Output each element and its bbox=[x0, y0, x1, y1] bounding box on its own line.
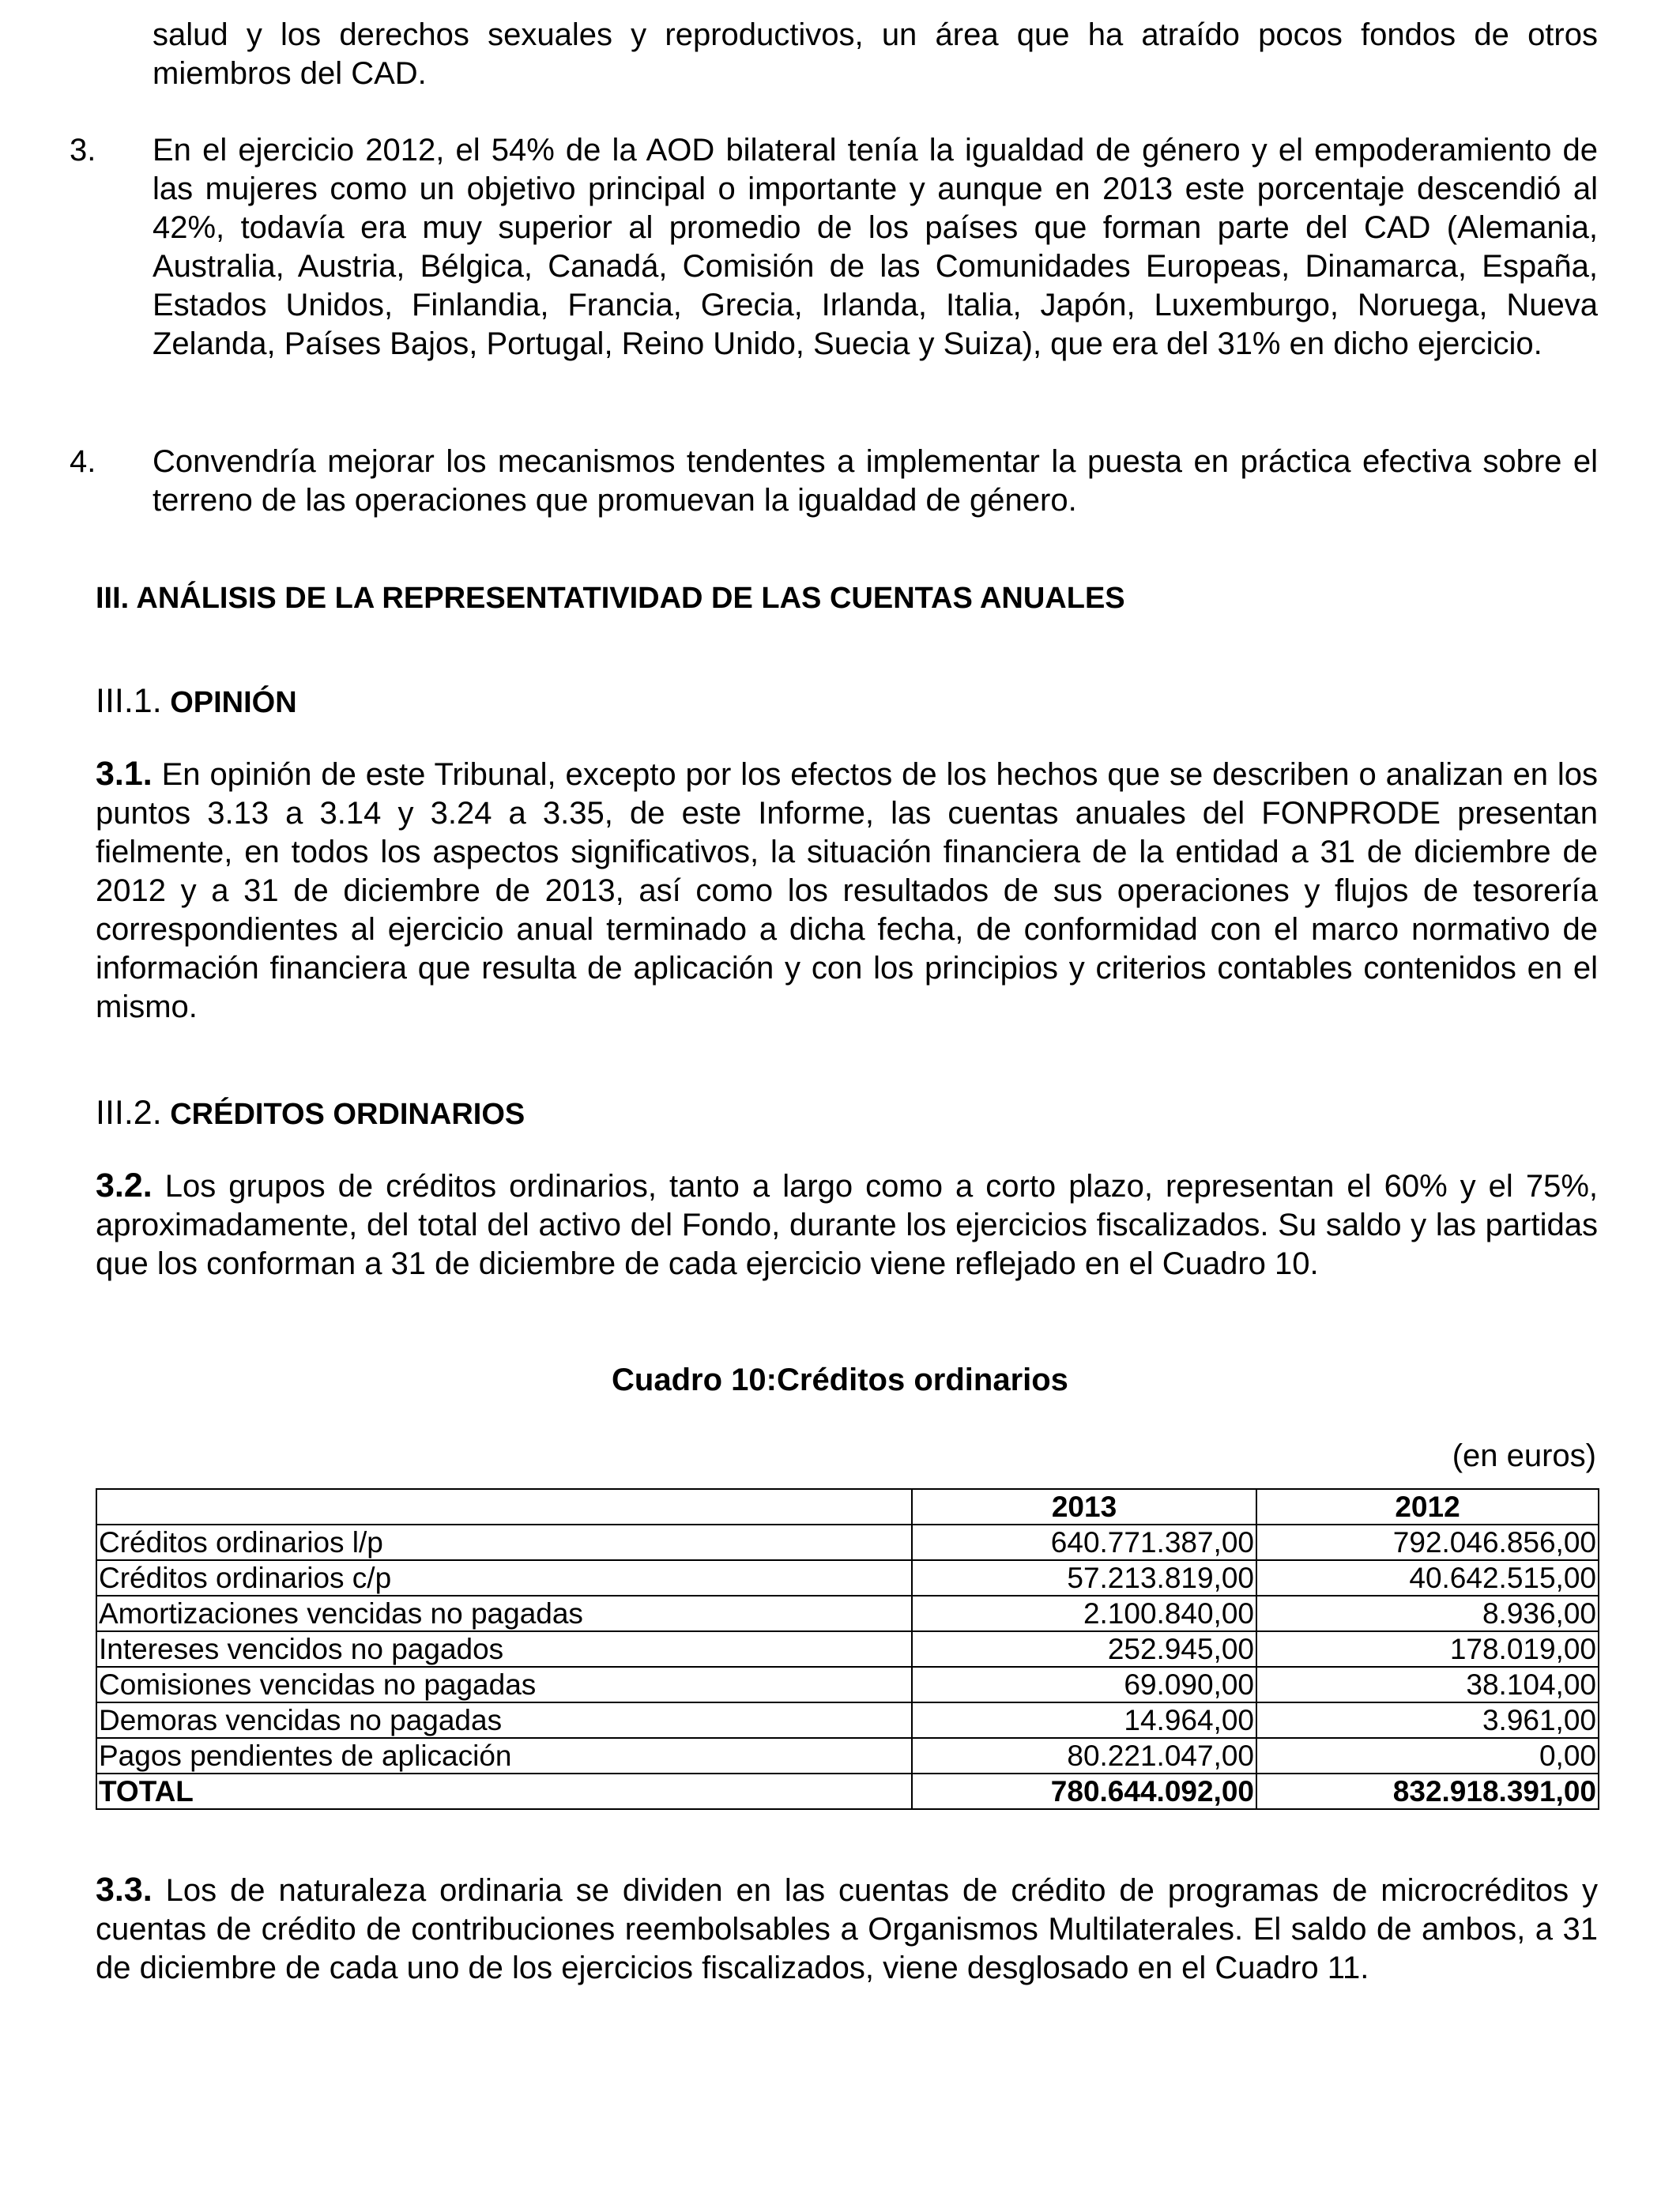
value-2013: 640.771.387,00 bbox=[912, 1525, 1256, 1560]
paragraph-text: En opinión de este Tribunal, excepto por los efectos de los hechos que se describen o analizan en los puntos 3.13 a 3.14 y 3.24 a 3.35, de este Informe, las cuentas anuales del FONPRODE presentan fielmente, en todos los aspectos significativos, la situación financiera de la entidad a 31 de diciembre de 2012 y a 31 de diciembre de 2013, así como los resultados de sus operaciones y flujos de tesorería correspondientes al ejercicio anual terminado a dicha fecha, de conformidad con el marco normativo de información financiera que resulta de aplicación y con los principios y criterios contables contenidos en el mismo. bbox=[96, 757, 1598, 1024]
subsection-title: CRÉDITOS ORDINARIOS bbox=[161, 1098, 525, 1131]
table-row bbox=[96, 1525, 1599, 1560]
value-2012: 3.961,00 bbox=[1256, 1702, 1599, 1738]
paragraph-3-2 bbox=[96, 1167, 1598, 1284]
table-row bbox=[96, 1631, 1599, 1667]
item-4-number: 4. bbox=[70, 444, 96, 479]
creditos-ordinarios-table bbox=[96, 1488, 1599, 1810]
table-row bbox=[96, 1738, 1599, 1774]
table-header-cell-2012: 2012 bbox=[1256, 1489, 1599, 1525]
paragraph-text: Los de naturaleza ordinaria se dividen en las cuentas de crédito de programas de microcréditos y cuentas de crédito de contribuciones reembolsables a Organismos Multilaterales. El saldo de ambos, a 31 de diciembre de cada uno de los ejercicios fiscalizados, viene desglosado en el Cuadro 11. bbox=[96, 1873, 1598, 1985]
paragraph-number: 3.2. bbox=[96, 1167, 153, 1204]
item-3-number: 3. bbox=[70, 133, 96, 168]
section-heading: III. ANÁLISIS DE LA REPRESENTATIVIDAD DE LAS CUENTAS ANUALES bbox=[96, 582, 1125, 615]
value-2012: 8.936,00 bbox=[1256, 1596, 1599, 1631]
value-2012: 178.019,00 bbox=[1256, 1631, 1599, 1667]
value-2013: 14.964,00 bbox=[912, 1702, 1256, 1738]
subsection-heading-creditos bbox=[96, 1088, 525, 1134]
value-2012: 40.642.515,00 bbox=[1256, 1560, 1599, 1596]
total-label: TOTAL bbox=[96, 1774, 912, 1809]
row-label: Demoras vencidas no pagadas bbox=[96, 1702, 912, 1738]
item-4-paragraph: Convendría mejorar los mecanismos tendentes a implementar la puesta en práctica efectiva sobre el terreno de las operaciones que promuevan la igualdad de género. bbox=[153, 444, 1598, 518]
value-2012: 38.104,00 bbox=[1256, 1667, 1599, 1702]
table-caption-number: Cuadro 10: bbox=[612, 1363, 777, 1397]
row-label: Intereses vencidos no pagados bbox=[96, 1631, 912, 1667]
table-unit: (en euros) bbox=[1452, 1438, 1596, 1473]
table-row bbox=[96, 1702, 1599, 1738]
paragraph-number: 3.3. bbox=[96, 1871, 153, 1909]
row-label: Pagos pendientes de aplicación bbox=[96, 1738, 912, 1774]
value-2013: 80.221.047,00 bbox=[912, 1738, 1256, 1774]
paragraph-number: 3.1. bbox=[96, 755, 153, 793]
paragraph-3-3 bbox=[96, 1871, 1598, 1988]
value-2013: 57.213.819,00 bbox=[912, 1560, 1256, 1596]
table-row bbox=[96, 1667, 1599, 1702]
paragraph-text: Los grupos de créditos ordinarios, tanto a largo como a corto plazo, representan el 60% y el 75%, aproximadamente, del total del activo del Fondo, durante los ejercicios fiscalizados. Su saldo y las partidas que los conforman a 31 de diciembre de cada ejercicio viene reflejado en el Cuadro 10. bbox=[96, 1169, 1598, 1281]
row-label: Comisiones vencidas no pagadas bbox=[96, 1667, 912, 1702]
total-2012: 832.918.391,00 bbox=[1256, 1774, 1599, 1809]
value-2013: 2.100.840,00 bbox=[912, 1596, 1256, 1631]
value-2013: 252.945,00 bbox=[912, 1631, 1256, 1667]
value-2012: 792.046.856,00 bbox=[1256, 1525, 1599, 1560]
subsection-number: III.2. bbox=[96, 1094, 162, 1132]
subsection-number: III.1. bbox=[96, 682, 162, 720]
table-header-row bbox=[96, 1489, 1599, 1525]
paragraph-3-1 bbox=[96, 755, 1598, 1027]
row-label: Amortizaciones vencidas no pagadas bbox=[96, 1596, 912, 1631]
value-2013: 69.090,00 bbox=[912, 1667, 1256, 1702]
item-3-paragraph: En el ejercicio 2012, el 54% de la AOD bilateral tenía la igualdad de género y el empoderamiento de las mujeres como un objetivo principal o importante y aunque en 2013 este porcentaje descendió al 42%, todavía era muy superior al promedio de los países que forman parte del CAD (Alemania, Australia, Austria, Bélgica, Canadá, Comisión de las Comunidades Europeas, Dinamarca, España, Estados Unidos, Finlandia, Francia, Grecia, Irlanda, Italia, Japón, Luxemburgo, Noruega, Nueva Zelanda, Países Bajos, Portugal, Reino Unido, Suecia y Suiza), que era del 31% en dicho ejercicio. bbox=[153, 133, 1598, 361]
table-caption-title: Créditos ordinarios bbox=[776, 1363, 1068, 1397]
table-header-cell-blank bbox=[96, 1489, 912, 1525]
row-label: Créditos ordinarios l/p bbox=[96, 1525, 912, 1560]
table-row bbox=[96, 1596, 1599, 1631]
continuation-paragraph: salud y los derechos sexuales y reproductivos, un área que ha atraído pocos fondos de otros miembros del CAD. bbox=[153, 17, 1598, 91]
table-header-cell-2013: 2013 bbox=[912, 1489, 1256, 1525]
table-caption bbox=[0, 1361, 1680, 1400]
subsection-heading-opinion bbox=[96, 677, 297, 722]
total-2013: 780.644.092,00 bbox=[912, 1774, 1256, 1809]
value-2012: 0,00 bbox=[1256, 1738, 1599, 1774]
table-row bbox=[96, 1560, 1599, 1596]
subsection-title: OPINIÓN bbox=[161, 686, 297, 719]
row-label: Créditos ordinarios c/p bbox=[96, 1560, 912, 1596]
table-total-row bbox=[96, 1774, 1599, 1809]
